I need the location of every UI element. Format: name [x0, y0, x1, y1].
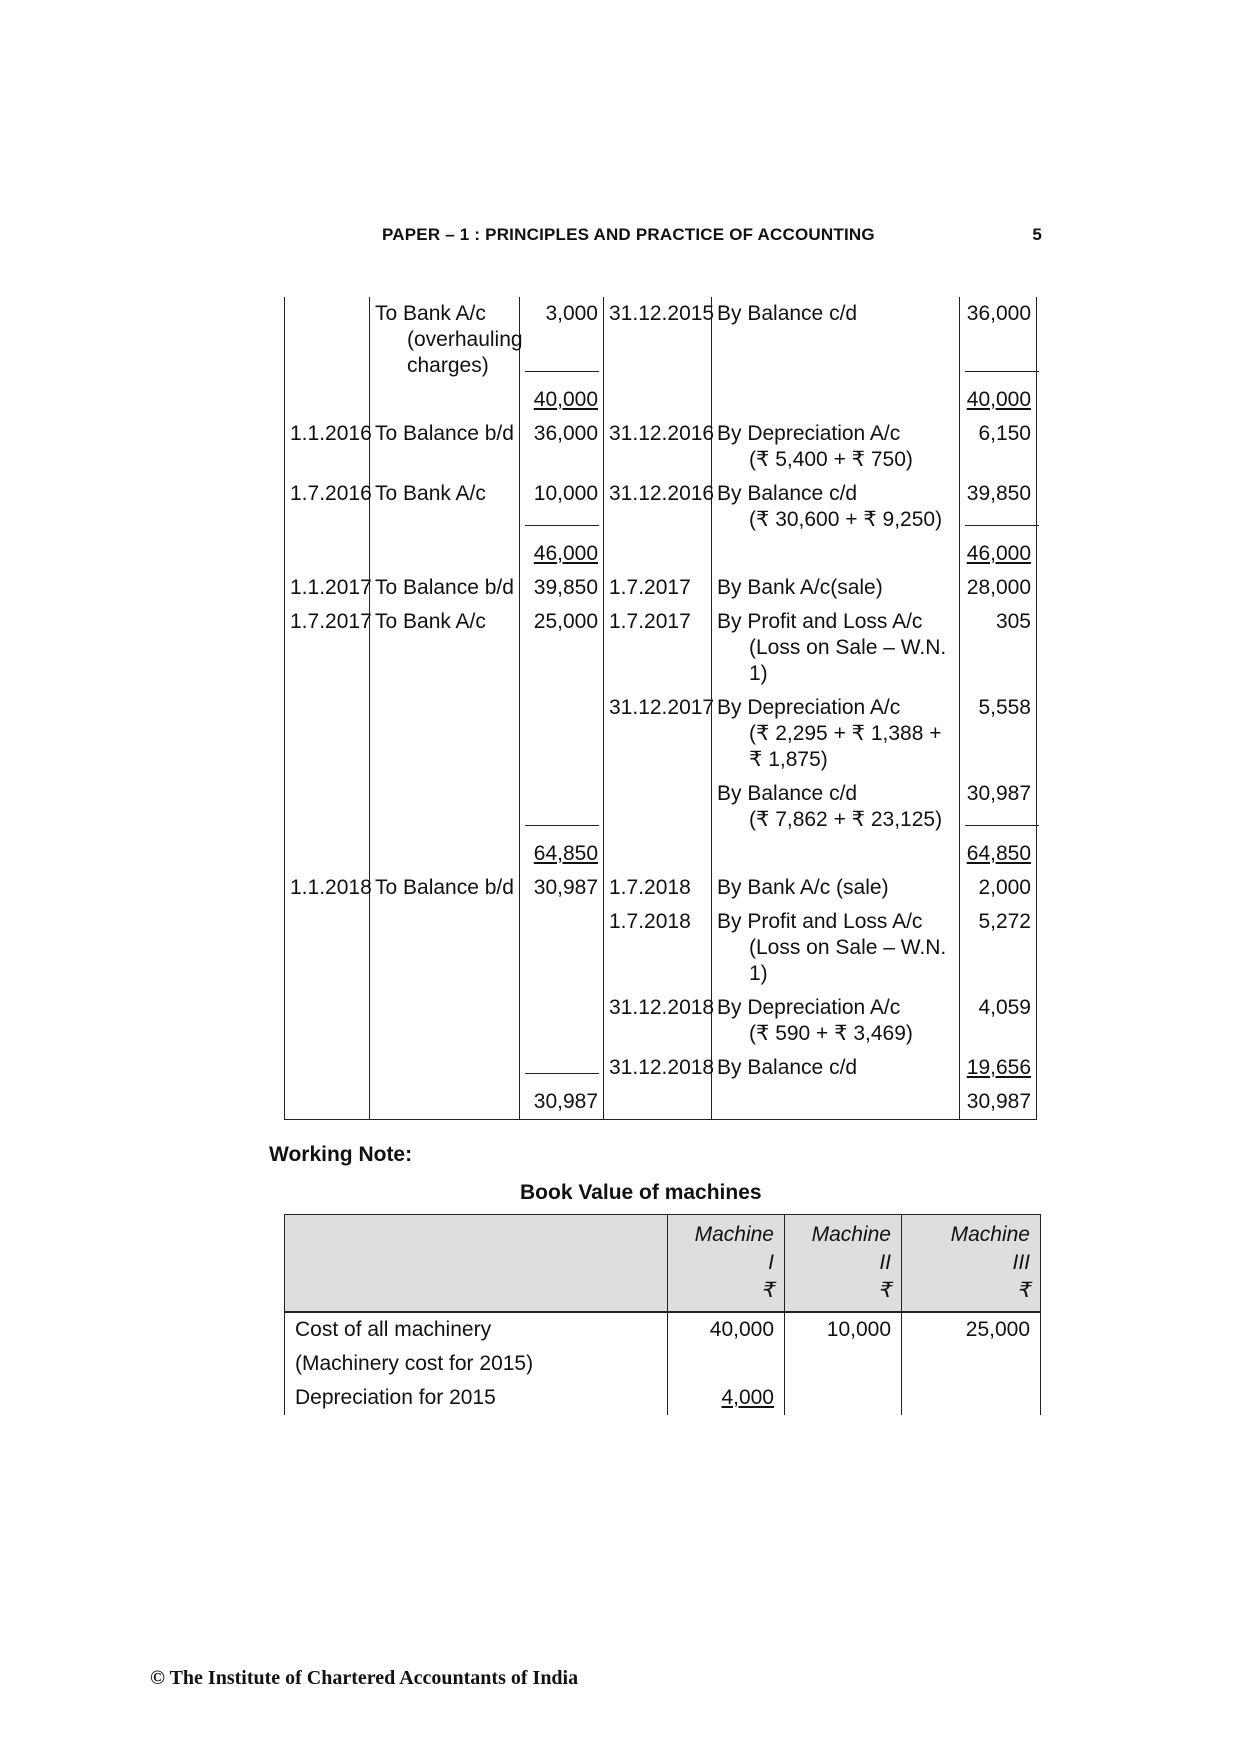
dr-date: 1.7.2016 [285, 477, 370, 537]
dr-amount-value [525, 781, 598, 807]
dr-amount: 30,987 [520, 871, 604, 905]
ledger-row [285, 605, 1037, 691]
cr-amount: 5,558 [960, 691, 1037, 777]
dr-amount [520, 477, 604, 537]
column-header-machine-1: Machine I ₹ [668, 1215, 785, 1313]
cr-particulars [712, 991, 960, 1051]
column-header-machine-3: Machine III ₹ [902, 1215, 1041, 1313]
dr-particulars: To Bank A/c [370, 477, 520, 537]
cr-particulars-text: By Depreciation A/c [717, 696, 901, 719]
row-label: Cost of all machinery [285, 1312, 668, 1347]
cell-value [668, 1347, 785, 1381]
cr-date [604, 777, 712, 837]
ledger-row [285, 477, 1037, 537]
cr-particulars [712, 477, 960, 537]
dr-amount: 36,000 [520, 417, 604, 477]
dr-particulars [370, 297, 523, 383]
table-row [285, 1347, 1041, 1381]
cr-particulars [712, 905, 960, 991]
ledger-total-row [285, 383, 1037, 417]
dr-amount: 39,850 [520, 571, 604, 605]
cr-amount: 28,000 [960, 571, 1037, 605]
cr-date: 31.12.2016 [604, 477, 712, 537]
cr-amount [960, 1051, 1037, 1085]
dr-particulars [370, 777, 520, 837]
dr-total: 46,000 [533, 542, 598, 565]
cr-particulars-text: By Depreciation A/c [717, 422, 901, 445]
rule [965, 370, 1039, 372]
cr-amount: 305 [960, 605, 1037, 691]
ledger-total-row [285, 1085, 1037, 1120]
rule [525, 370, 599, 372]
dr-date: 1.7.2017 [285, 605, 370, 691]
cr-particulars-sub: (₹ 590 + ₹ 3,469) [749, 1022, 913, 1045]
cr-particulars-text: By Profit and Loss A/c [717, 610, 923, 633]
cr-amount [960, 477, 1037, 537]
cell-value: 4,000 [668, 1381, 785, 1415]
cr-amount: 5,272 [960, 905, 1037, 991]
dr-particulars: To Balance b/d [370, 417, 520, 477]
cr-particulars-sub: (₹ 30,600 + ₹ 9,250) [749, 508, 943, 531]
cr-date: 1.7.2018 [604, 871, 712, 905]
working-note-heading: Working Note: [269, 1143, 413, 1166]
ledger-row [285, 417, 1037, 477]
cr-particulars-text: By Profit and Loss A/c [717, 910, 923, 933]
dr-particulars: To Balance b/d [370, 871, 520, 905]
row-label: Depreciation for 2015 [285, 1381, 668, 1415]
cr-particulars-text: By Balance c/d [717, 482, 858, 505]
table-row [285, 1312, 1041, 1347]
dr-particulars-sub: (overhauling charges) [407, 328, 523, 377]
cr-date: 1.7.2018 [604, 905, 712, 991]
paper-title: PAPER – 1 : PRINCIPLES AND PRACTICE OF ACCOUNTING [382, 225, 875, 244]
cr-particulars-text: By Balance c/d [717, 782, 858, 805]
cr-total: 40,000 [966, 388, 1031, 411]
cr-amount: 6,150 [960, 417, 1037, 477]
dr-particulars [370, 691, 520, 777]
dr-date [285, 1051, 370, 1085]
dr-particulars [370, 905, 520, 991]
cr-amount-value: 39,850 [966, 482, 1031, 505]
cr-particulars: By Bank A/c(sale) [712, 571, 960, 605]
dr-particulars [370, 991, 520, 1051]
cr-date: 1.7.2017 [604, 605, 712, 691]
ledger-row [285, 871, 1037, 905]
dr-amount [520, 777, 604, 837]
dr-date: 1.1.2017 [285, 571, 370, 605]
cr-particulars-text: By Depreciation A/c [717, 996, 901, 1019]
cr-date: 1.7.2017 [604, 571, 712, 605]
ledger-row [285, 571, 1037, 605]
dr-total: 64,850 [533, 842, 598, 865]
cr-particulars [712, 605, 960, 691]
cell-value [785, 1347, 902, 1381]
dr-amount [520, 297, 604, 383]
row-label: (Machinery cost for 2015) [285, 1347, 668, 1381]
dr-particulars: To Bank A/c [370, 605, 520, 691]
dr-particulars-text: To Bank A/c [375, 302, 486, 325]
cr-particulars-sub: (Loss on Sale – W.N. 1) [749, 636, 947, 685]
cr-amount: 2,000 [960, 871, 1037, 905]
ledger-row [285, 905, 1037, 991]
cr-total: 64,850 [966, 842, 1031, 865]
page-header [382, 225, 1042, 245]
rule [965, 524, 1039, 526]
cr-particulars-sub: (₹ 2,295 + ₹ 1,388 + ₹ 1,875) [749, 722, 942, 771]
book-value-title: Book Value of machines [520, 1181, 762, 1204]
cr-total: 30,987 [966, 1090, 1031, 1113]
cell-value [902, 1381, 1041, 1415]
dr-particulars [370, 1051, 520, 1085]
dr-amount-value: 10,000 [533, 482, 598, 505]
cr-date: 31.12.2018 [604, 991, 712, 1051]
header-blank [285, 1215, 668, 1313]
cell-value [902, 1347, 1041, 1381]
cr-particulars: By Balance c/d [712, 1051, 960, 1085]
cr-total: 46,000 [966, 542, 1031, 565]
cr-amount [960, 297, 1037, 383]
dr-date [285, 777, 370, 837]
ledger-row [285, 1051, 1037, 1085]
dr-amount [520, 991, 604, 1051]
cell-value [785, 1381, 902, 1415]
cr-particulars: By Balance c/d [712, 297, 960, 383]
dr-total: 30,987 [533, 1090, 598, 1113]
cell-value: 10,000 [785, 1312, 902, 1347]
book-value-table [284, 1214, 1041, 1415]
cr-amount-value: 19,656 [966, 1056, 1031, 1079]
ledger-row [285, 691, 1037, 777]
table-row [285, 1381, 1041, 1415]
dr-amount-value: 3,000 [545, 302, 598, 325]
dr-particulars: To Balance b/d [370, 571, 520, 605]
dr-amount [520, 1051, 604, 1085]
book-value-header-row [285, 1215, 1041, 1313]
dr-date [285, 691, 370, 777]
cr-particulars: By Bank A/c (sale) [712, 871, 960, 905]
cr-particulars-sub: (₹ 7,862 + ₹ 23,125) [749, 808, 943, 831]
dr-date [285, 905, 370, 991]
ledger-row [285, 777, 1037, 837]
page-number: 5 [1032, 225, 1042, 244]
cr-particulars [712, 691, 960, 777]
dr-date: 1.1.2016 [285, 417, 370, 477]
dr-total: 40,000 [533, 388, 598, 411]
column-header-machine-2: Machine II ₹ [785, 1215, 902, 1313]
machinery-ledger-table [284, 297, 1037, 1120]
cr-amount-value: 30,987 [966, 782, 1031, 805]
cr-particulars [712, 777, 960, 837]
rule [965, 824, 1039, 826]
dr-amount [520, 905, 604, 991]
cell-value: 25,000 [902, 1312, 1041, 1347]
cr-amount [960, 777, 1037, 837]
cr-date: 31.12.2015 [604, 297, 712, 383]
rule [525, 524, 599, 526]
dr-date [285, 991, 370, 1051]
cr-amount-value: 36,000 [966, 302, 1031, 325]
ledger-row [285, 297, 1037, 383]
cell-value: 40,000 [668, 1312, 785, 1347]
rule [525, 824, 599, 826]
cr-particulars [712, 417, 960, 477]
dr-date [285, 297, 370, 383]
cr-particulars-sub: (₹ 5,400 + ₹ 750) [749, 448, 913, 471]
dr-amount [520, 691, 604, 777]
cr-date: 31.12.2018 [604, 1051, 712, 1085]
dr-amount: 25,000 [520, 605, 604, 691]
cr-amount: 4,059 [960, 991, 1037, 1051]
ledger-row [285, 991, 1037, 1051]
ledger-total-row [285, 537, 1037, 571]
ledger-total-row [285, 837, 1037, 871]
cr-date: 31.12.2017 [604, 691, 712, 777]
rule [525, 1072, 599, 1074]
cr-date: 31.12.2016 [604, 417, 712, 477]
dr-date: 1.1.2018 [285, 871, 370, 905]
copyright-footer: © The Institute of Chartered Accountants of India [150, 1667, 579, 1689]
cr-particulars-sub: (Loss on Sale – W.N. 1) [749, 936, 947, 985]
